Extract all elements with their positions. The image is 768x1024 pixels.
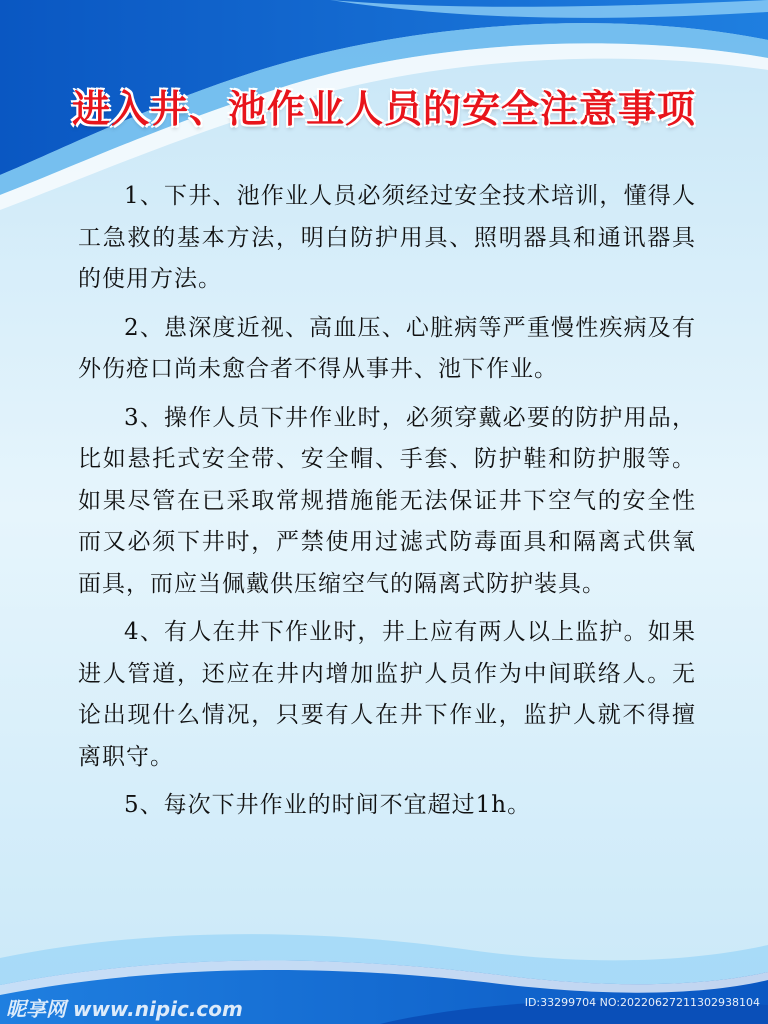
watermark-id: ID:33299704 NO:20220627211302938104	[524, 996, 760, 1009]
watermark-logo: 昵享网 www.nipic.com	[6, 997, 243, 1021]
paragraph-1: 1、下井、池作业人员必须经过安全技术培训，懂得人工急救的基本方法，明白防护用具、照明器具和通讯器具的使用方法。	[78, 183, 696, 292]
paragraph-2: 2、患深度近视、高血压、心脏病等严重慢性疾病及有外伤疮口尚未愈合者不得从事井、池下作业。	[78, 314, 696, 382]
paragraph-3: 3、操作人员下井作业时，必须穿戴必要的防护用品，比如悬托式安全带、安全帽、手套、防护鞋和防护服等。如果尽管在已采取常规措施能无法保证井下空气的安全性而又必须下井时，严禁使用过滤式防毒面具和隔离式供氧面具，而应当佩戴供压缩空气的隔离式防护装具。	[78, 404, 696, 597]
poster-title: 进入井、池作业人员的安全注意事项	[71, 87, 696, 131]
paragraph-4: 4、有人在井下作业时，井上应有两人以上监护。如果进人管道，还应在井内增加监护人员作为中间联络人。无论出现什么情况，只要有人在井下作业，监护人就不得擅离职守。	[78, 619, 696, 770]
paragraph-5: 5、每次下井作业的时间不宜超过1h。	[124, 792, 532, 818]
notice-content	[78, 176, 696, 834]
